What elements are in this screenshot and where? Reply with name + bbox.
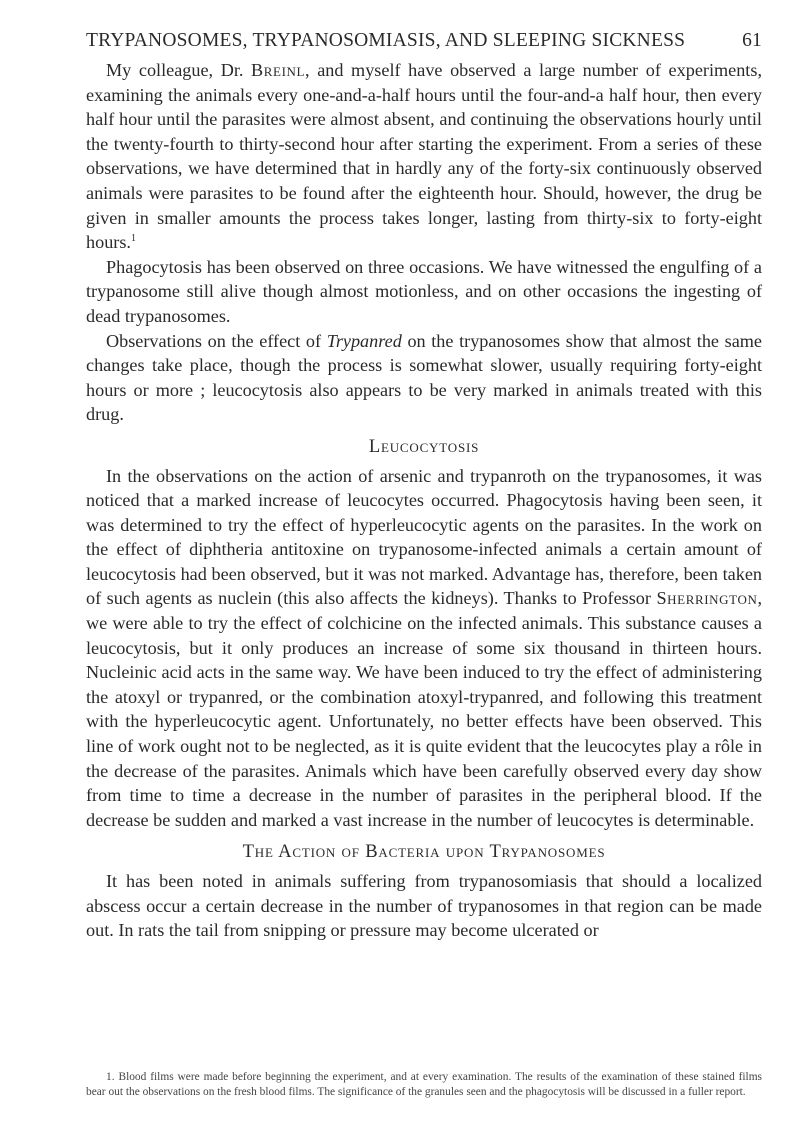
section-heading-bacteria: The Action of Bacteria upon Trypanosomes <box>242 841 606 863</box>
paragraph-2: Phagocytosis has been observed on three occasions. We have witnessed the engulfing of a trypanosome still alive though almost motionless, and on other occasions the ingesting of dead trypanosomes. <box>86 256 762 326</box>
paragraph-5: It has been noted in animals suffering from trypanosomiasis that should a localized abscess occur a certain decrease in the number of trypanosomes in that region can be made out. In rats the tail from snipping or pressure may become ulcerated or <box>86 871 762 941</box>
paragraph-1: My colleague, Dr. Breinl, and myself have observed a large number of experiments, examining the animals every one-and-a-half hours until the four-and-a half hour, then every half hour until the parasites were almost absent, and continuing the observations hourly until the twenty-fourth to thirty-second hour after starting the experiment. From a series of these observations, we have determined that in hardly any of the forty-six continuously observed animals were parasites to be found after the eighteenth hour. Should, however, the drug be given in smaller amounts the process takes longer, lasting from thirty-six to forty-eight hours.$^1$ <box>86 60 762 253</box>
author-name-sherrington: Sherrington <box>656 588 758 609</box>
section-heading-leucocytosis: Leucocytosis <box>368 435 480 457</box>
footnote-reference: 1 <box>130 233 136 245</box>
footnote-text: Blood films were made before beginning the experiment, and at every examination. The results of the examination of these stained films bear out the observations on the fresh blood films. The significance of the granules seen and the phagocytosis will be discussed in a fuller report. <box>86 1071 762 1098</box>
author-name-breinl: Breinl <box>251 60 306 80</box>
running-head <box>86 30 762 52</box>
running-title: TRYPANOSOMES, TRYPANOSOMIASIS, AND SLEEPING SICKNESS <box>86 30 686 51</box>
drug-name-trypanred: Trypanred <box>326 330 402 351</box>
page-number: 61 <box>742 30 762 51</box>
paragraph-3: Observations on the effect of Trypanred on the trypanosomes show that almost the same changes take place, though the process is somewhat slower, usually requiring forty-eight hours or more ; leucocytosis also appears to be very marked in animals treated with this drug. <box>86 330 762 425</box>
body-text <box>86 58 762 943</box>
paragraph-4: In the observations on the action of arsenic and trypanroth on the trypanosomes, it was noticed that a marked increase of leucocytes occurred. Phagocytosis having been seen, it was determined to try the effect of hyperleucocytic agents on the parasites. In the work on the effect of diphtheria antitoxine on trypanosome-infected animals a certain amount of leucocytosis had been observed, but it was not marked. Advantage has, therefore, been taken of such agents as nuclein (this also affects the kidneys). Thanks to Professor Sherrington, we were able to try the effect of colchicine on the infected animals. This substance causes a leucocytosis, but it only produces an increase of some six thousand in thirteen hours. Nucleinic acid acts in the same way. We have been induced to try the effect of administering the atoxyl or trypanred, or the combination atoxyl-trypanred, and following this treatment with the hyperleucocytic agent. Unfortunately, no better effects have been observed. This line of work ought not to be neglected, as it is quite evident that the leucocytes play a rôle in the decrease of the parasites. Animals which have been carefully observed every day show from time to time a decrease in the number of parasites in the peripheral blood. If the decrease be sudden and marked a vast increase in the number of leucocytes is determinable. <box>86 465 762 830</box>
footnote <box>86 1070 762 1100</box>
footnote-number: 1. <box>106 1071 115 1083</box>
